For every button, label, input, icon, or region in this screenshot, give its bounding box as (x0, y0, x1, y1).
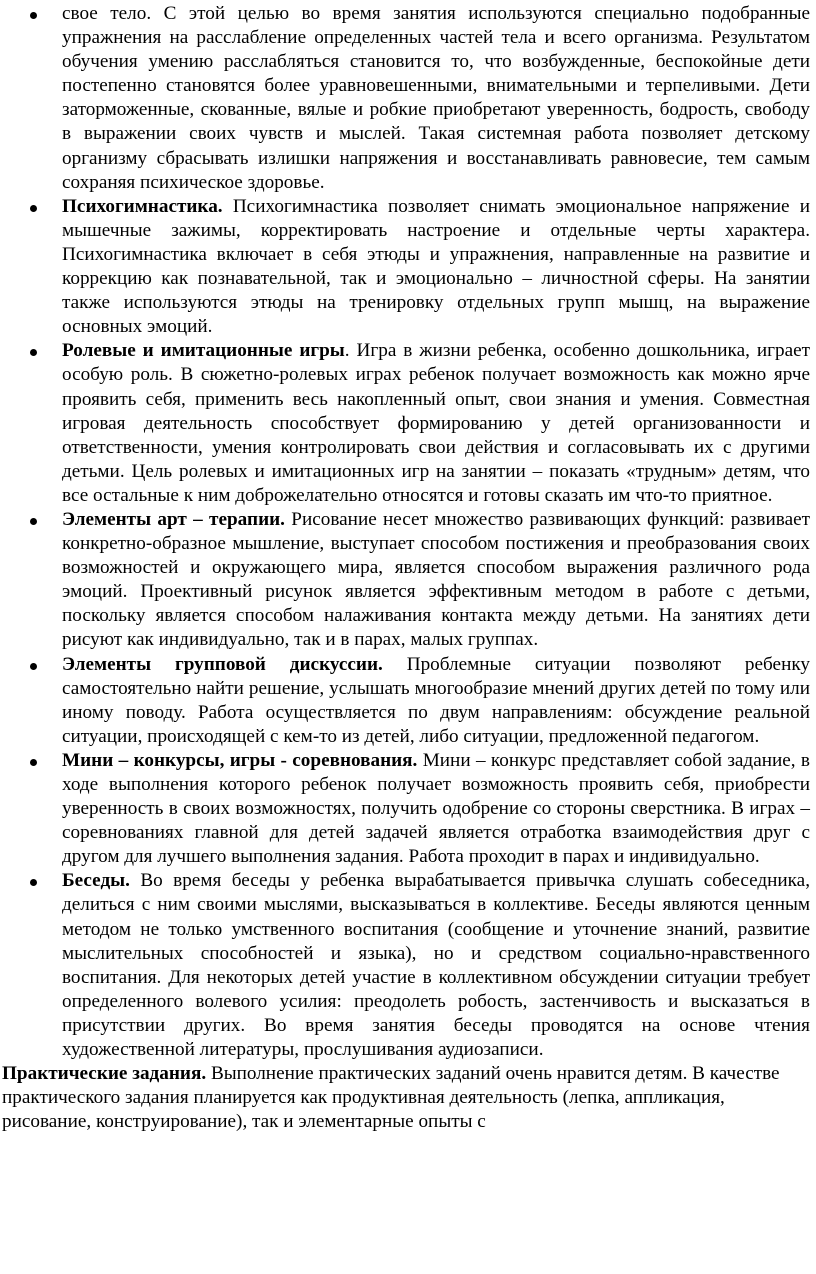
paragraph (62, 508, 810, 653)
list-item-group-discussion (0, 653, 816, 749)
item-title: Ролевые и имитационные игры (62, 340, 345, 362)
bullet-icon (30, 349, 37, 356)
item-title: Мини – конкурсы, игры - соревнования. (62, 749, 418, 771)
item-title: Элементы групповой дискуссии. (62, 653, 383, 675)
item-body: Проблемные ситуации позволяют ребенку самостоятельно найти решение, услышать многообразие мнений других детей по тому или иному поводу. Работа осуществляется по двум направлениям: обсуждение реальной ситуации, происходящей с кем-то из детей, либо ситуации, предложенной педагогом. (62, 653, 810, 747)
item-body: . Игра в жизни ребенка, особенно дошкольника, играет особую роль. В сюжетно-ролевых играх ребенок получает возможность как можно ярче проявить себя, применить весь накопленный опыт, свои знания и умения. Совместная игровая деятельность способствует формированию у детей организованности и ответственности, умения контролировать свои действия и согласовывать их с другими детьми. Цель ролевых и имитационных игр на занятии – показать «трудным» детям, что все остальные к ним доброжелательно относятся и готовы сказать им что-то приятное. (62, 340, 810, 506)
methods-list (0, 2, 816, 1062)
list-item-role-games (0, 339, 816, 508)
item-title: Элементы арт – терапии. (62, 508, 285, 530)
item-title: Психогимнастика. (62, 195, 223, 217)
bullet-icon (30, 12, 37, 19)
list-item-contests (0, 749, 816, 869)
list-item-relaxation (0, 2, 816, 195)
paragraph (62, 339, 810, 508)
paragraph (62, 749, 810, 869)
paragraph (62, 869, 810, 1062)
practical-tasks-paragraph (0, 1062, 816, 1134)
paragraph (62, 2, 810, 195)
item-title: Беседы. (62, 870, 130, 892)
list-item-art-therapy (0, 508, 816, 653)
item-body: Мини – конкурс представляет собой задание, в ходе выполнения которого ребенок получает возможность проявить себя, приобрести уверенность в своих возможностях, получить одобрение со стороны сверстника. В играх – соревнованиях главной для детей задачей является отработка взаимодействия друг с другом для лучшего выполнения задания. Работа проходит в парах и индивидуально. (62, 749, 810, 868)
bullet-icon (30, 663, 37, 670)
item-body: Рисование несет множество развивающих функций: развивает конкретно-образное мышление, выступает способом постижения и преобразования своих возможностей и окружающего мира, является способом выражения различного рода эмоций. Проективный рисунок является эффективным методом в работе с детьми, поскольку является способом налаживания контакта между детьми. На занятиях дети рисуют как индивидуально, так и в парах, малых группах. (62, 508, 810, 651)
item-body: Во время беседы у ребенка вырабатывается привычка слушать собеседника, делиться с ним своими мыслями, высказываться в коллективе. Беседы являются ценным методом не только умственного воспитания (сообщение и уточнение знаний, развитие мыслительных способностей и языка), но и средством социально-нравственного воспитания. Для некоторых детей участие в коллективном обсуждении ситуации требует определенного волевого усилия: преодолеть робость, застенчивость и высказаться в присутствии других. Во время занятия беседы проводятся на основе чтения художественной литературы, прослушивания аудиозаписи. (62, 870, 810, 1061)
bullet-icon (30, 518, 37, 525)
paragraph (62, 653, 810, 749)
list-item-psychogymnastics (0, 195, 816, 340)
list-item-conversations (0, 869, 816, 1062)
paragraph-body: Выполнение практических заданий очень нравится детям. В качестве практического задания планируется как продуктивная деятельность (лепка, аппликация, рисование, конструирование), так и элементарные опыты с (2, 1063, 780, 1133)
bullet-icon (30, 879, 37, 886)
item-body: Психогимнастика позволяет снимать эмоциональное напряжение и мышечные зажимы, корректировать настроение и отдельные черты характера. Психогимнастика включает в себя этюды и упражнения, направленные на развитие и коррекцию как познавательной, так и эмоционально – личностной сферы. На занятии также используются этюды на тренировку отдельных групп мышц, на выражение основных эмоций. (62, 195, 810, 338)
bullet-icon (30, 759, 37, 766)
bullet-icon (30, 205, 37, 212)
paragraph (62, 195, 810, 340)
paragraph-title: Практические задания. (2, 1063, 207, 1085)
item-body: свое тело. С этой целью во время занятия используются специально подобранные упражнения на расслабление определенных частей тела и всего организма. Результатом обучения умению расслабляться становится то, что возбужденные, беспокойные дети постепенно становятся более уравновешенными, внимательными и терпеливыми. Дети заторможенные, скованные, вялые и робкие приобретают уверенность, бодрость, свободу в выражении своих чувств и мыслей. Такая системная работа позволяет детскому организму сбрасывать излишки напряжения и восстанавливать равновесие, тем самым сохраняя психическое здоровье. (62, 3, 810, 193)
